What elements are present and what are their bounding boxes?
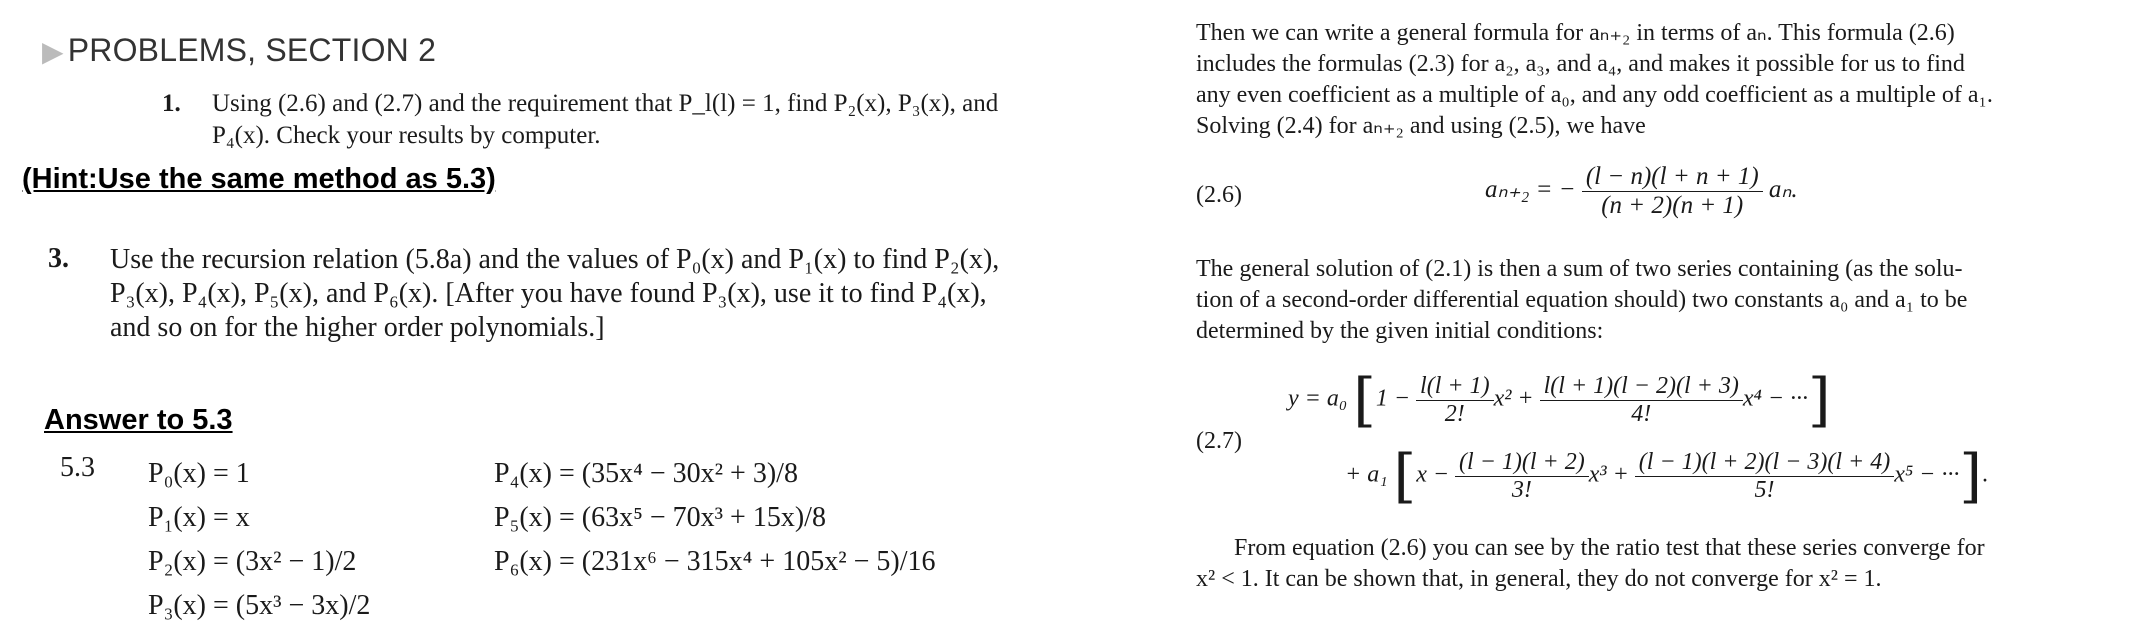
- section-marker-icon: ▶: [42, 36, 64, 67]
- fraction-denominator: 5!: [1754, 476, 1775, 503]
- problem-3-number: 3.: [48, 243, 69, 274]
- eq27-row2-term: x −: [1416, 461, 1450, 488]
- section-heading: [42, 32, 436, 69]
- eq27-row2-fraction-1: [1455, 449, 1589, 504]
- problem-3-line: P₃(x), P₄(x), P₅(x), and P₆(x). [After you have found P₃(x), use it to find P₄(x),: [110, 278, 987, 309]
- fraction-numerator: l(l + 1): [1416, 373, 1494, 401]
- eq27-row1-term: x⁴ − ···: [1742, 385, 1809, 412]
- eq26-numerator: (l − n)(l + n + 1): [1582, 163, 1763, 192]
- answer-left-list: [148, 452, 370, 628]
- eq26-rhs: aₙ.: [1768, 176, 1798, 204]
- paragraph-line: Solving (2.4) for aₙ₊₂ and using (2.5), we have: [1196, 113, 1646, 139]
- eq26-denominator: (n + 2)(n + 1): [1601, 192, 1744, 219]
- eq27-row2-term: x³ +: [1588, 461, 1629, 488]
- problem-1-line: P₄(x). Check your results by computer.: [212, 122, 601, 149]
- eq27-row1-term: 1 −: [1375, 385, 1411, 412]
- problem-1-number: 1.: [162, 90, 181, 117]
- fraction-numerator: (l − 1)(l + 2): [1455, 449, 1589, 477]
- paragraph-line: The general solution of (2.1) is then a sum of two series containing (as the solu-: [1196, 256, 1963, 282]
- answer-formula: P₂(x) = (3x² − 1)/2: [148, 546, 357, 577]
- eq27-row1-term: x² +: [1493, 385, 1534, 412]
- equation-2-7-row-2: [1345, 442, 1988, 510]
- paragraph-line: Then we can write a general formula for aₙ₊₂ in terms of aₙ. This formula (2.6): [1196, 20, 1955, 46]
- problem-3-line: and so on for the higher order polynomials.]: [110, 312, 605, 343]
- answer-number: 5.3: [60, 452, 95, 483]
- equation-2-6-label: (2.6): [1196, 182, 1242, 208]
- eq27-end: .: [1982, 461, 1989, 488]
- eq27-row2-term: x⁵ − ···: [1894, 461, 1960, 488]
- answer-formula: P₅(x) = (63x⁵ − 70x³ + 15x)/8: [494, 502, 826, 533]
- hint-text: (Hint:Use the same method as 5.3): [22, 163, 496, 195]
- fraction-denominator: 4!: [1631, 400, 1652, 427]
- eq26-fraction: [1582, 163, 1763, 220]
- fraction-numerator: l(l + 1)(l − 2)(l + 3): [1540, 373, 1743, 401]
- fraction-denominator: 2!: [1444, 400, 1465, 427]
- answer-formula: P₆(x) = (231x⁶ − 315x⁴ + 105x² − 5)/16: [494, 546, 936, 577]
- eq27-row1-fraction-2: [1540, 373, 1743, 428]
- equation-2-7-label: (2.7): [1196, 428, 1242, 454]
- problem-1-text: [212, 88, 1162, 152]
- paragraph-line: tion of a second-order differential equation should) two constants a₀ and a₁ to be: [1196, 287, 1968, 313]
- paragraph-line: x² < 1. It can be shown that, in general, they do not converge for x² = 1.: [1196, 566, 1882, 592]
- answer-formula: P₃(x) = (5x³ − 3x)/2: [148, 590, 371, 621]
- problem-3-line: Use the recursion relation (5.8a) and the values of P₀(x) and P₁(x) to find P₂(x),: [110, 244, 1000, 275]
- section-title: PROBLEMS, SECTION 2: [67, 32, 437, 68]
- paragraph-line: From equation (2.6) you can see by the ratio test that these series converge for: [1234, 535, 1985, 561]
- paragraph-3: [1196, 533, 2108, 595]
- paragraph-2: [1196, 254, 2108, 347]
- answer-title: Answer to 5.3: [44, 404, 233, 436]
- eq27-row1-fraction-1: [1416, 373, 1494, 428]
- paragraph-line: determined by the given initial conditions:: [1196, 318, 1604, 344]
- answer-formula: P₀(x) = 1: [148, 458, 250, 489]
- eq26-lhs: aₙ₊₂ = −: [1485, 176, 1576, 204]
- eq27-row2-fraction-2: [1635, 449, 1894, 504]
- right-bracket: ]: [1959, 442, 1983, 510]
- equation-2-6: [1485, 163, 1798, 220]
- left-bracket: [: [1393, 442, 1417, 510]
- paragraph-line: any even coefficient as a multiple of a₀, and any odd coefficient as a multiple of a₁.: [1196, 82, 1993, 108]
- right-bracket: ]: [1808, 366, 1831, 434]
- paragraph-line: includes the formulas (2.3) for a₂, a₃, and a₄, and makes it possible for us to find: [1196, 51, 1965, 77]
- fraction-denominator: 3!: [1511, 476, 1532, 503]
- eq27-row1-prefix: y = a₀: [1288, 385, 1348, 412]
- paragraph-1: [1196, 18, 2108, 142]
- fraction-numerator: (l − 1)(l + 2)(l − 3)(l + 4): [1635, 449, 1894, 477]
- equation-2-7-row-1: [1288, 366, 1831, 434]
- problem-1-line: Using (2.6) and (2.7) and the requirement that P_l(l) = 1, find P₂(x), P₃(x), and: [212, 90, 999, 117]
- problem-3-text: [110, 243, 1190, 345]
- left-bracket: [: [1353, 366, 1376, 434]
- eq27-row2-prefix: + a₁: [1345, 461, 1388, 488]
- answer-formula: P₁(x) = x: [148, 502, 250, 533]
- answer-right-list: [494, 452, 936, 584]
- answer-formula: P₄(x) = (35x⁴ − 30x² + 3)/8: [494, 458, 798, 489]
